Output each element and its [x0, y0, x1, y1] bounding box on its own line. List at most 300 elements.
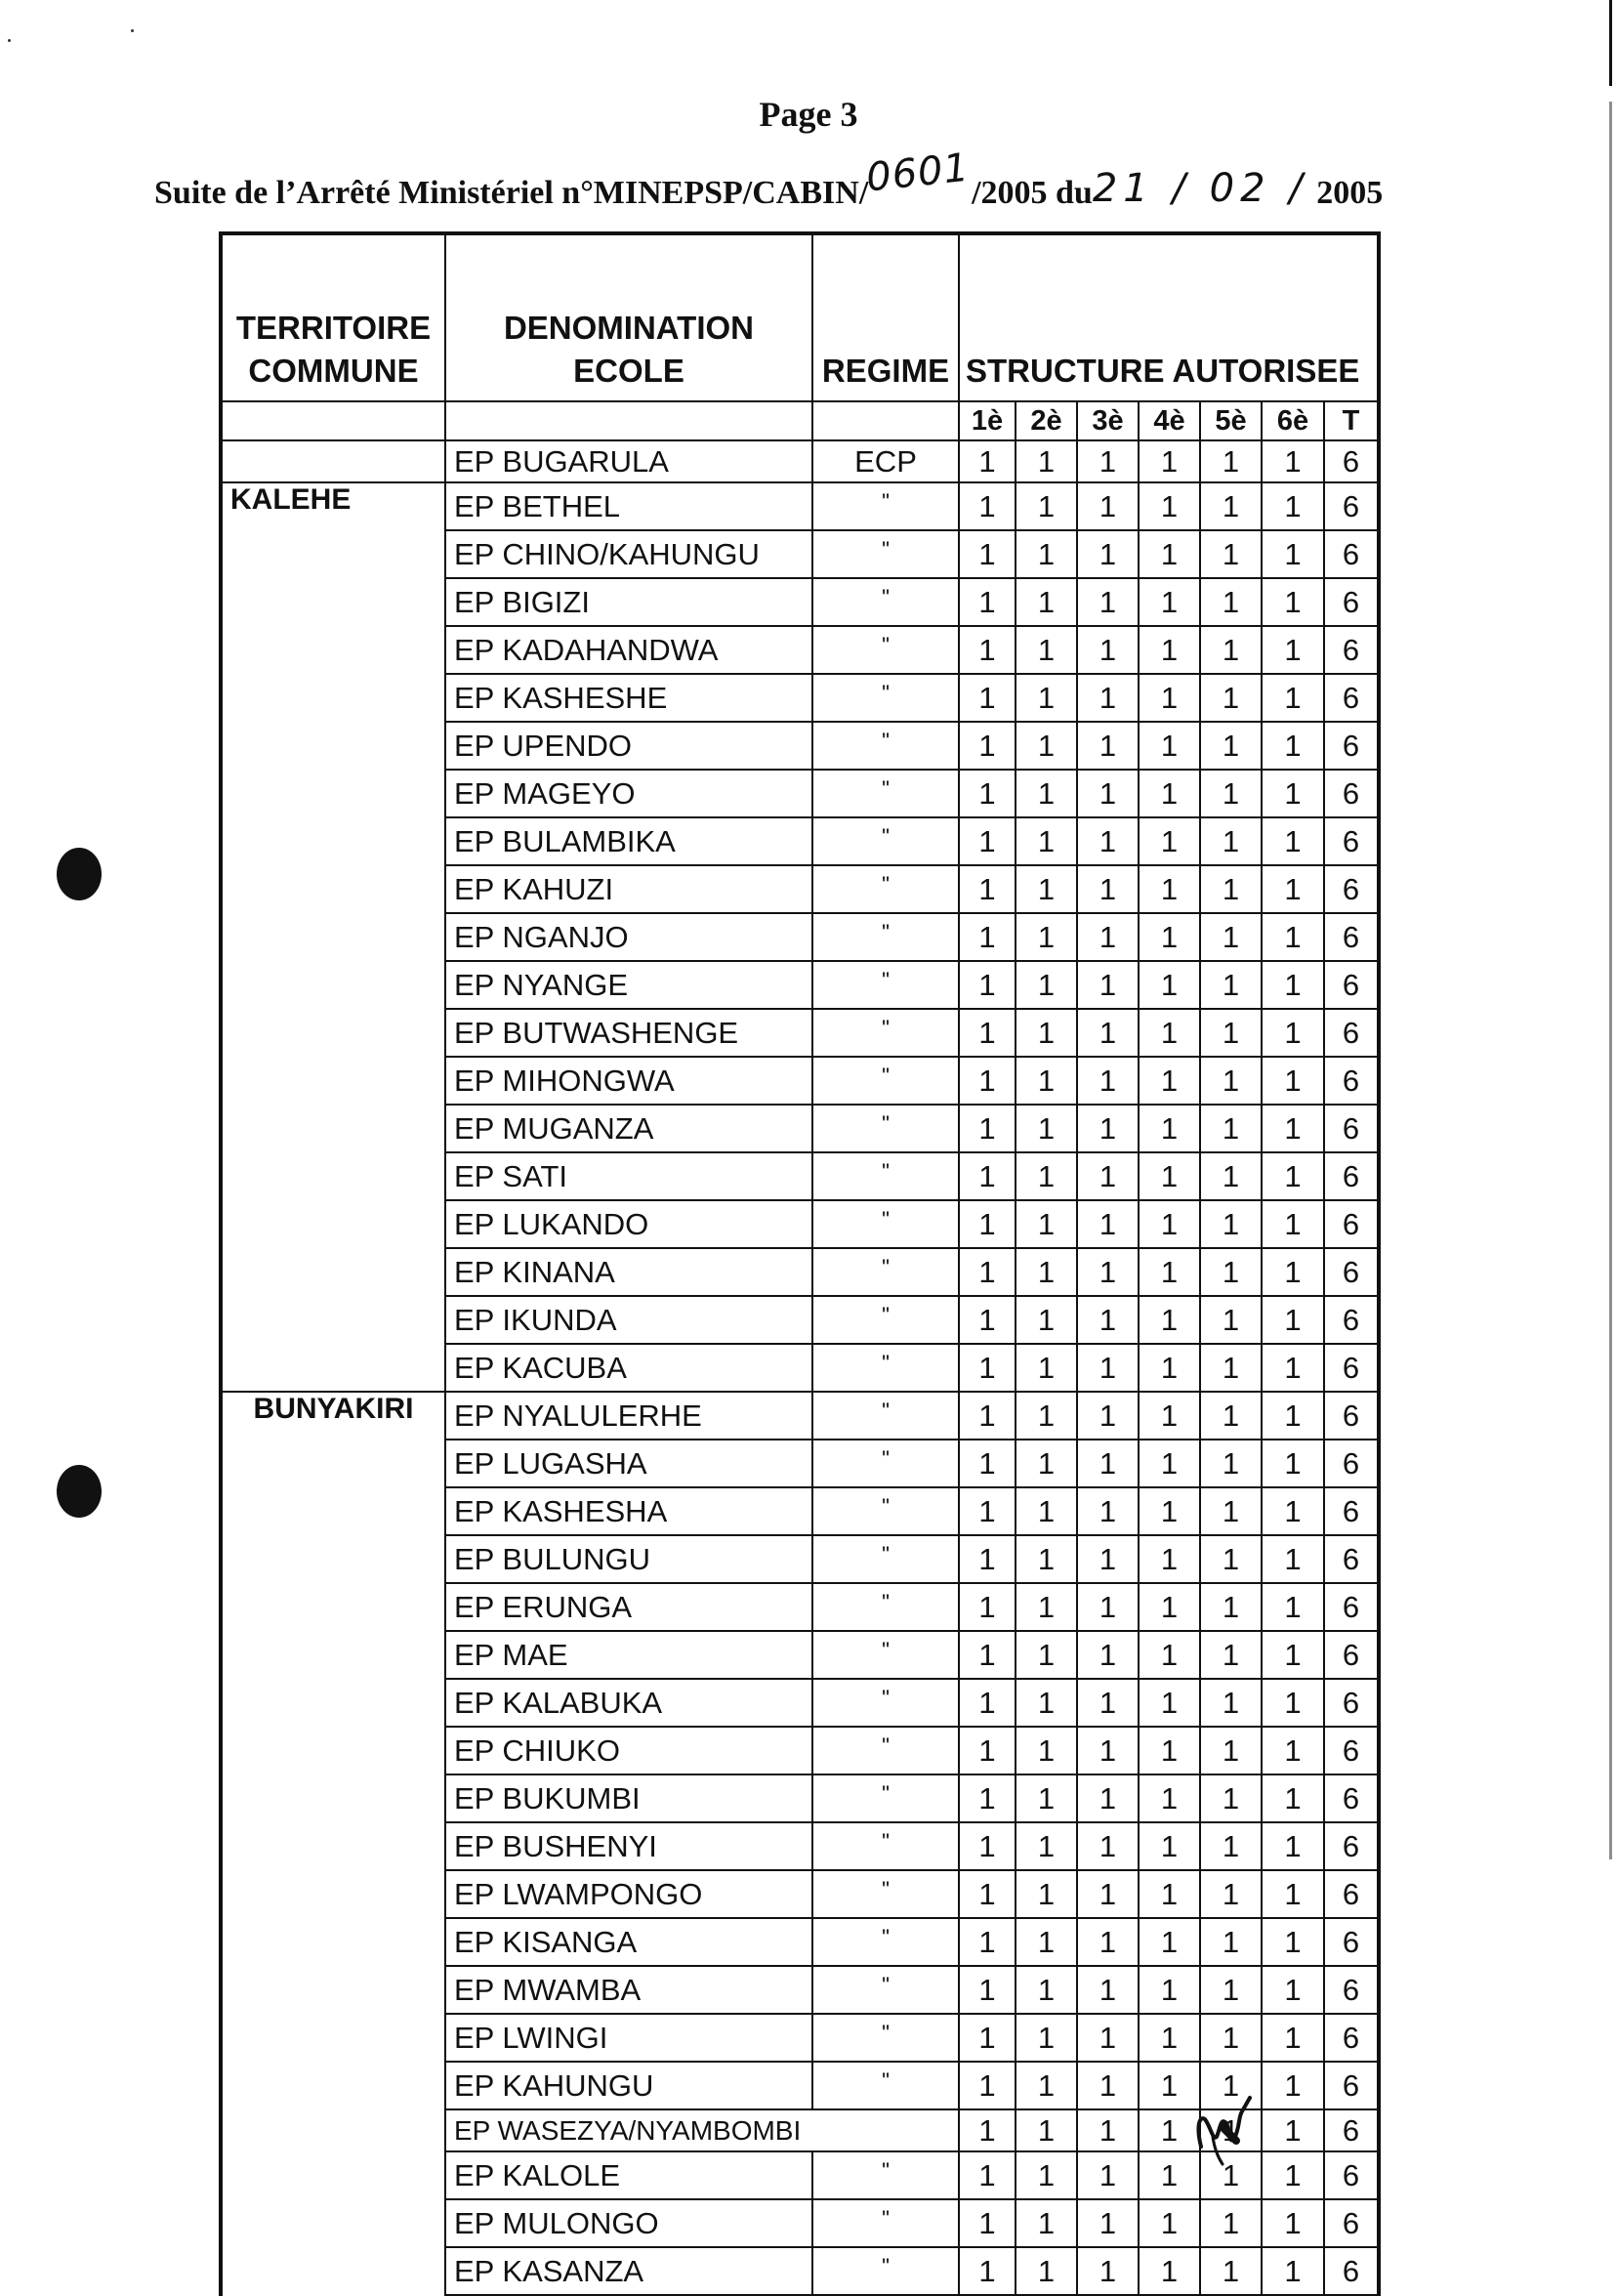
class-count-3: 1 — [1077, 1535, 1139, 1583]
class-count-5: 1 — [1200, 1105, 1262, 1152]
class-count-2: 1 — [1016, 1822, 1077, 1870]
col-denomination-line2: ECOLE — [573, 353, 684, 389]
school-name: EP LUKANDO — [445, 1200, 812, 1248]
regime-cell: " — [812, 1822, 959, 1870]
class-count-2: 1 — [1016, 1966, 1077, 2014]
class-count-4: 1 — [1139, 674, 1200, 722]
school-name: EP MWAMBA — [445, 1966, 812, 2014]
class-count-1: 1 — [959, 2109, 1016, 2151]
class-count-5: 1 — [1200, 1822, 1262, 1870]
scan-speck — [131, 29, 134, 32]
class-count-6: 1 — [1262, 1009, 1324, 1057]
total-cell: 6 — [1324, 2014, 1377, 2062]
handwritten-date: 21 / 02 / — [1092, 166, 1308, 211]
class-count-6: 1 — [1262, 2109, 1324, 2151]
territoire-cell — [223, 578, 445, 626]
school-name: EP BIGIZI — [445, 578, 812, 626]
table-subheader-row — [223, 401, 1377, 440]
class-count-1: 1 — [959, 578, 1016, 626]
class-count-1: 1 — [959, 1057, 1016, 1105]
class-count-1: 1 — [959, 1727, 1016, 1774]
school-name: EP NYANGE — [445, 961, 812, 1009]
school-name: EP KASHESHA — [445, 1487, 812, 1535]
class-count-1: 1 — [959, 770, 1016, 817]
school-name: EP KADAHANDWA — [445, 626, 812, 674]
subheader-total: T — [1324, 401, 1377, 440]
class-count-3: 1 — [1077, 1918, 1139, 1966]
class-count-1: 1 — [959, 2199, 1016, 2247]
class-count-6: 1 — [1262, 865, 1324, 913]
class-count-5: 1 — [1200, 2062, 1262, 2109]
class-count-5: 1 — [1200, 913, 1262, 961]
class-count-3: 1 — [1077, 865, 1139, 913]
total-cell: 6 — [1324, 1822, 1377, 1870]
class-count-3: 1 — [1077, 1966, 1139, 2014]
class-count-3: 1 — [1077, 1248, 1139, 1296]
class-count-1: 1 — [959, 1009, 1016, 1057]
class-count-3: 1 — [1077, 2109, 1139, 2151]
total-cell: 6 — [1324, 722, 1377, 770]
class-count-6: 1 — [1262, 1200, 1324, 1248]
class-count-4: 1 — [1139, 1152, 1200, 1200]
school-name: EP CHIUKO — [445, 1727, 812, 1774]
class-count-4: 1 — [1139, 770, 1200, 817]
table-row — [223, 1822, 1377, 1870]
table-row — [223, 865, 1377, 913]
school-name: EP UPENDO — [445, 722, 812, 770]
regime-cell: " — [812, 1152, 959, 1200]
territoire-cell — [223, 1152, 445, 1200]
scan-speck — [8, 39, 11, 42]
table-row — [223, 1105, 1377, 1152]
total-cell: 6 — [1324, 2199, 1377, 2247]
class-count-5: 1 — [1200, 674, 1262, 722]
class-count-6: 1 — [1262, 722, 1324, 770]
class-count-1: 1 — [959, 1344, 1016, 1392]
table-row — [223, 578, 1377, 626]
total-cell: 6 — [1324, 1344, 1377, 1392]
class-count-2: 1 — [1016, 1057, 1077, 1105]
school-name: EP KALABUKA — [445, 1679, 812, 1727]
class-count-3: 1 — [1077, 2199, 1139, 2247]
class-count-1: 1 — [959, 865, 1016, 913]
class-count-2: 1 — [1016, 913, 1077, 961]
class-count-5: 1 — [1200, 722, 1262, 770]
school-name: EP WASEZYA/NYAMBOMBI — [445, 2109, 959, 2151]
class-count-4: 1 — [1139, 1344, 1200, 1392]
class-count-6: 1 — [1262, 1440, 1324, 1487]
class-count-1: 1 — [959, 1870, 1016, 1918]
school-name: EP KISANGA — [445, 1918, 812, 1966]
total-cell: 6 — [1324, 913, 1377, 961]
class-count-1: 1 — [959, 1200, 1016, 1248]
class-count-5: 1 — [1200, 1392, 1262, 1440]
table-row — [223, 1631, 1377, 1679]
class-count-1: 1 — [959, 2062, 1016, 2109]
regime-cell: " — [812, 482, 959, 530]
territoire-cell — [223, 626, 445, 674]
class-count-6: 1 — [1262, 482, 1324, 530]
punch-hole — [57, 848, 102, 900]
class-count-6: 1 — [1262, 2014, 1324, 2062]
class-count-2: 1 — [1016, 1918, 1077, 1966]
class-count-4: 1 — [1139, 578, 1200, 626]
class-count-4: 1 — [1139, 961, 1200, 1009]
class-count-1: 1 — [959, 1440, 1016, 1487]
regime-cell: " — [812, 1344, 959, 1392]
regime-cell: " — [812, 2199, 959, 2247]
class-count-3: 1 — [1077, 913, 1139, 961]
territoire-cell — [223, 2151, 445, 2199]
scan-edge-mark — [1609, 0, 1612, 86]
regime-cell: " — [812, 817, 959, 865]
class-count-5: 1 — [1200, 1344, 1262, 1392]
class-count-4: 1 — [1139, 2062, 1200, 2109]
class-count-4: 1 — [1139, 440, 1200, 482]
class-count-6: 1 — [1262, 440, 1324, 482]
class-count-6: 1 — [1262, 1248, 1324, 1296]
territoire-cell — [223, 1583, 445, 1631]
class-count-1: 1 — [959, 530, 1016, 578]
class-count-5: 1 — [1200, 578, 1262, 626]
territoire-cell — [223, 1487, 445, 1535]
regime-cell: " — [812, 1296, 959, 1344]
total-cell: 6 — [1324, 1727, 1377, 1774]
total-cell: 6 — [1324, 2151, 1377, 2199]
school-name: EP NGANJO — [445, 913, 812, 961]
regime-cell: " — [812, 2151, 959, 2199]
school-name: EP BETHEL — [445, 482, 812, 530]
class-count-4: 1 — [1139, 2014, 1200, 2062]
class-count-2: 1 — [1016, 2199, 1077, 2247]
table-row — [223, 1583, 1377, 1631]
class-count-2: 1 — [1016, 1344, 1077, 1392]
subheader-4e: 4è — [1139, 401, 1200, 440]
class-count-5: 1 — [1200, 1966, 1262, 2014]
class-count-6: 1 — [1262, 1535, 1324, 1583]
class-count-1: 1 — [959, 1487, 1016, 1535]
class-count-6: 1 — [1262, 1727, 1324, 1774]
total-cell: 6 — [1324, 770, 1377, 817]
regime-cell: " — [812, 1009, 959, 1057]
class-count-4: 1 — [1139, 1774, 1200, 1822]
territoire-cell — [223, 770, 445, 817]
class-count-6: 1 — [1262, 1966, 1324, 2014]
class-count-5: 1 — [1200, 1057, 1262, 1105]
class-count-3: 1 — [1077, 1200, 1139, 1248]
class-count-2: 1 — [1016, 1009, 1077, 1057]
regime-cell: " — [812, 1440, 959, 1487]
subheader-empty — [812, 401, 959, 440]
class-count-5: 1 — [1200, 2151, 1262, 2199]
table-row — [223, 482, 1377, 530]
regime-cell: " — [812, 1535, 959, 1583]
school-name: EP KAHUNGU — [445, 2062, 812, 2109]
class-count-3: 1 — [1077, 1774, 1139, 1822]
regime-cell: " — [812, 626, 959, 674]
class-count-1: 1 — [959, 1966, 1016, 2014]
school-name: EP ERUNGA — [445, 1583, 812, 1631]
territoire-cell — [223, 1679, 445, 1727]
class-count-3: 1 — [1077, 1344, 1139, 1392]
class-count-3: 1 — [1077, 1105, 1139, 1152]
class-count-6: 1 — [1262, 2151, 1324, 2199]
class-count-5: 1 — [1200, 2247, 1262, 2295]
total-cell: 6 — [1324, 1774, 1377, 1822]
regime-cell: " — [812, 2062, 959, 2109]
territoire-cell — [223, 1344, 445, 1392]
class-count-3: 1 — [1077, 482, 1139, 530]
structure-title: STRUCTURE AUTORISEE — [966, 353, 1360, 389]
subheader-empty — [223, 401, 445, 440]
subheader-1e: 1è — [959, 401, 1016, 440]
class-count-3: 1 — [1077, 530, 1139, 578]
class-count-5: 1 — [1200, 1487, 1262, 1535]
class-count-6: 1 — [1262, 1392, 1324, 1440]
class-count-4: 1 — [1139, 1487, 1200, 1535]
regime-cell: " — [812, 1248, 959, 1296]
territoire-cell — [223, 817, 445, 865]
regime-cell: " — [812, 578, 959, 626]
regime-cell: " — [812, 865, 959, 913]
regime-cell: " — [812, 2247, 959, 2295]
total-cell: 6 — [1324, 1487, 1377, 1535]
class-count-5: 1 — [1200, 1679, 1262, 1727]
class-count-2: 1 — [1016, 865, 1077, 913]
class-count-4: 1 — [1139, 1105, 1200, 1152]
territoire-cell — [223, 1200, 445, 1248]
class-count-2: 1 — [1016, 2151, 1077, 2199]
schools-table-frame — [219, 231, 1381, 2296]
class-count-6: 1 — [1262, 1152, 1324, 1200]
signature-mark — [1172, 2068, 1279, 2176]
regime-cell: " — [812, 1583, 959, 1631]
subheader-2e: 2è — [1016, 401, 1077, 440]
school-name: EP BUKUMBI — [445, 1774, 812, 1822]
class-count-3: 1 — [1077, 2014, 1139, 2062]
class-count-4: 1 — [1139, 1727, 1200, 1774]
class-count-1: 1 — [959, 1822, 1016, 1870]
class-count-5: 1 — [1200, 865, 1262, 913]
table-row — [223, 961, 1377, 1009]
class-count-1: 1 — [959, 674, 1016, 722]
total-cell: 6 — [1324, 1200, 1377, 1248]
class-count-6: 1 — [1262, 2062, 1324, 2109]
table-row — [223, 770, 1377, 817]
total-cell: 6 — [1324, 1966, 1377, 2014]
class-count-4: 1 — [1139, 1200, 1200, 1248]
class-count-1: 1 — [959, 2247, 1016, 2295]
class-count-4: 1 — [1139, 1583, 1200, 1631]
regime-cell: " — [812, 1200, 959, 1248]
class-count-4: 1 — [1139, 1248, 1200, 1296]
school-name: EP KAHUZI — [445, 865, 812, 913]
total-cell: 6 — [1324, 865, 1377, 913]
school-name: EP BUTWASHENGE — [445, 1009, 812, 1057]
class-count-5: 1 — [1200, 1200, 1262, 1248]
class-count-4: 1 — [1139, 722, 1200, 770]
class-count-2: 1 — [1016, 2062, 1077, 2109]
table-row — [223, 440, 1377, 482]
class-count-2: 1 — [1016, 1487, 1077, 1535]
col-denomination-header — [445, 235, 812, 401]
table-row — [223, 2199, 1377, 2247]
territoire-cell — [223, 1296, 445, 1344]
table-row — [223, 1870, 1377, 1918]
regime-cell: " — [812, 961, 959, 1009]
class-count-4: 1 — [1139, 1296, 1200, 1344]
regime-cell: " — [812, 1631, 959, 1679]
class-count-4: 1 — [1139, 482, 1200, 530]
class-count-1: 1 — [959, 817, 1016, 865]
total-cell: 6 — [1324, 2062, 1377, 2109]
school-name: EP BUSHENYI — [445, 1822, 812, 1870]
subheader-5e: 5è — [1200, 401, 1262, 440]
class-count-6: 1 — [1262, 770, 1324, 817]
total-cell: 6 — [1324, 1392, 1377, 1440]
class-count-3: 1 — [1077, 1392, 1139, 1440]
col-territoire-line2: COMMUNE — [248, 353, 419, 389]
table-row — [223, 1966, 1377, 2014]
class-count-3: 1 — [1077, 1583, 1139, 1631]
territoire-cell — [223, 1774, 445, 1822]
regime-cell: " — [812, 722, 959, 770]
total-cell: 6 — [1324, 1679, 1377, 1727]
table-row — [223, 1296, 1377, 1344]
total-cell: 6 — [1324, 1631, 1377, 1679]
class-count-6: 1 — [1262, 817, 1324, 865]
regime-cell: " — [812, 1057, 959, 1105]
total-cell: 6 — [1324, 1583, 1377, 1631]
territoire-cell — [223, 1822, 445, 1870]
class-count-2: 1 — [1016, 440, 1077, 482]
class-count-6: 1 — [1262, 626, 1324, 674]
regime-cell: " — [812, 1966, 959, 2014]
total-cell: 6 — [1324, 1057, 1377, 1105]
territoire-kalehe: KALEHE — [223, 482, 445, 530]
table-row — [223, 1344, 1377, 1392]
class-count-2: 1 — [1016, 2247, 1077, 2295]
class-count-3: 1 — [1077, 1152, 1139, 1200]
class-count-5: 1 — [1200, 1440, 1262, 1487]
class-count-4: 1 — [1139, 1009, 1200, 1057]
table-row — [223, 1200, 1377, 1248]
class-count-2: 1 — [1016, 770, 1077, 817]
class-count-4: 1 — [1139, 1631, 1200, 1679]
class-count-4: 1 — [1139, 1535, 1200, 1583]
class-count-5: 1 — [1200, 1296, 1262, 1344]
class-count-6: 1 — [1262, 913, 1324, 961]
table-row — [223, 1727, 1377, 1774]
class-count-2: 1 — [1016, 722, 1077, 770]
class-count-5: 1 — [1200, 817, 1262, 865]
territoire-cell — [223, 1918, 445, 1966]
class-count-1: 1 — [959, 1679, 1016, 1727]
school-name: EP BUGARULA — [445, 440, 812, 482]
table-row — [223, 1152, 1377, 1200]
table-row — [223, 1679, 1377, 1727]
class-count-3: 1 — [1077, 1440, 1139, 1487]
class-count-6: 1 — [1262, 578, 1324, 626]
class-count-1: 1 — [959, 1918, 1016, 1966]
class-count-2: 1 — [1016, 817, 1077, 865]
school-name: EP BULUNGU — [445, 1535, 812, 1583]
decree-mid: /2005 du — [972, 175, 1093, 211]
class-count-3: 1 — [1077, 1679, 1139, 1727]
school-name: EP LUGASHA — [445, 1440, 812, 1487]
class-count-2: 1 — [1016, 1392, 1077, 1440]
class-count-6: 1 — [1262, 1057, 1324, 1105]
class-count-4: 1 — [1139, 1679, 1200, 1727]
class-count-2: 1 — [1016, 1440, 1077, 1487]
territoire-cell — [223, 530, 445, 578]
class-count-4: 1 — [1139, 1870, 1200, 1918]
class-count-6: 1 — [1262, 530, 1324, 578]
class-count-4: 1 — [1139, 2151, 1200, 2199]
col-territoire-header — [223, 235, 445, 401]
class-count-2: 1 — [1016, 1105, 1077, 1152]
scan-edge-shadow — [1609, 102, 1612, 1859]
class-count-2: 1 — [1016, 1727, 1077, 1774]
table-row — [223, 817, 1377, 865]
territoire-cell — [223, 1248, 445, 1296]
table-row — [223, 1440, 1377, 1487]
table-row — [223, 1009, 1377, 1057]
class-count-6: 1 — [1262, 1774, 1324, 1822]
class-count-1: 1 — [959, 1152, 1016, 1200]
class-count-2: 1 — [1016, 1774, 1077, 1822]
class-count-1: 1 — [959, 1583, 1016, 1631]
table-row — [223, 1918, 1377, 1966]
table-row — [223, 913, 1377, 961]
regime-cell: " — [812, 2014, 959, 2062]
school-name: EP LWINGI — [445, 2014, 812, 2062]
class-count-5: 1 — [1200, 1248, 1262, 1296]
class-count-3: 1 — [1077, 626, 1139, 674]
class-count-2: 1 — [1016, 1870, 1077, 1918]
class-count-3: 1 — [1077, 1009, 1139, 1057]
school-name: EP BULAMBIKA — [445, 817, 812, 865]
class-count-3: 1 — [1077, 1822, 1139, 1870]
subheader-empty — [445, 401, 812, 440]
class-count-1: 1 — [959, 1248, 1016, 1296]
total-cell: 6 — [1324, 530, 1377, 578]
subheader-3e: 3è — [1077, 401, 1139, 440]
class-count-1: 1 — [959, 1774, 1016, 1822]
territoire-bunyakiri: BUNYAKIRI — [223, 1392, 445, 1440]
class-count-3: 1 — [1077, 1870, 1139, 1918]
regime-cell: " — [812, 674, 959, 722]
class-count-6: 1 — [1262, 1344, 1324, 1392]
col-territoire-line1: TERRITOIRE — [235, 310, 432, 346]
territoire-cell — [223, 1631, 445, 1679]
class-count-5: 1 — [1200, 626, 1262, 674]
school-name: EP SATI — [445, 1152, 812, 1200]
regime-cell: ECP — [812, 440, 959, 482]
total-cell: 6 — [1324, 482, 1377, 530]
class-count-2: 1 — [1016, 578, 1077, 626]
total-cell: 6 — [1324, 440, 1377, 482]
regime-cell: " — [812, 1727, 959, 1774]
total-cell: 6 — [1324, 1918, 1377, 1966]
table-row — [223, 1774, 1377, 1822]
class-count-3: 1 — [1077, 440, 1139, 482]
class-count-4: 1 — [1139, 2247, 1200, 2295]
class-count-4: 1 — [1139, 1966, 1200, 2014]
class-count-3: 1 — [1077, 817, 1139, 865]
class-count-1: 1 — [959, 722, 1016, 770]
class-count-1: 1 — [959, 2014, 1016, 2062]
